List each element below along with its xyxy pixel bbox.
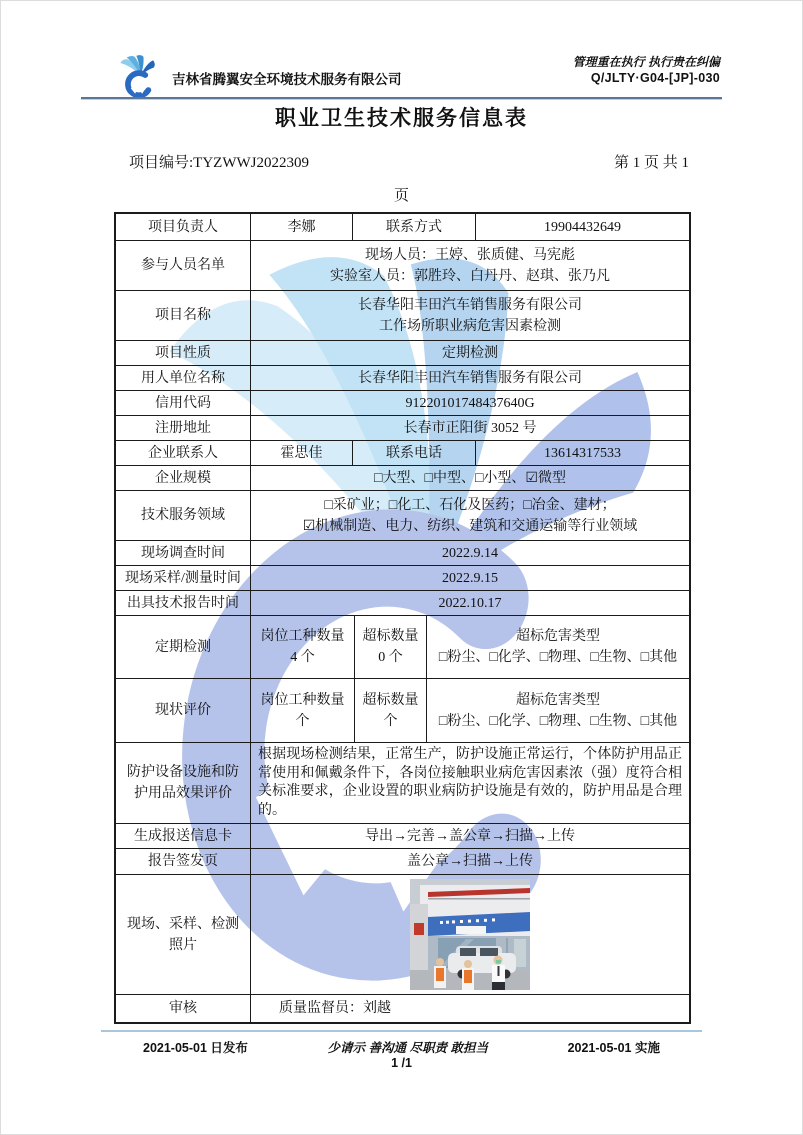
survey-date-value: 2022.9.14 — [442, 545, 498, 561]
document-code: Q/JLTY·G04-[JP]-030 — [590, 71, 720, 85]
protection-evaluation-text: 根据现场检测结果，正常生产，防护设施正常运行，个体防护用品正常使用和佩戴条件下，各岗位接触职业病危害因素浓（强）度符合相关标准要求，企业设置的职业病防护设施是有效的，防护用品是合理的。 — [258, 747, 682, 818]
lab-staff: 实验室人员：郭胜玲、白丹丹、赵琪、张乃凡 — [330, 268, 610, 284]
row-service-field — [116, 491, 689, 541]
page-title: 职业卫生技术服务信息表 — [275, 107, 528, 130]
row-project-type — [116, 341, 689, 366]
company-scale-options: □大型、□中型、□小型、☑微型 — [374, 470, 566, 486]
header-divider — [81, 97, 722, 99]
row-label: 信用代码 — [116, 391, 251, 415]
phone-value: 13614317533 — [544, 445, 621, 461]
row-label: 企业联系人 — [116, 441, 251, 465]
row-label: 现场调查时间 — [116, 541, 251, 565]
hazard-title: 超标危害类型 — [516, 692, 600, 708]
report-date-value: 2022.10.17 — [438, 595, 502, 611]
audit-value: 质量监督员：刘越 — [279, 1001, 391, 1016]
row-project-name — [116, 291, 689, 341]
row-credit-code — [116, 391, 689, 416]
post-count-label: 岗位工种数量 — [260, 692, 345, 708]
row-label: 用人单位名称 — [116, 366, 251, 390]
project-name-value — [251, 291, 689, 340]
row-sampling-date — [116, 566, 689, 591]
hazard-options: □粉尘、□化学、□物理、□生物、□其他 — [438, 650, 678, 665]
post-count-value: 个 — [295, 713, 310, 729]
exceed-count — [355, 616, 427, 678]
company-contact-name: 霍思佳 — [251, 441, 353, 465]
footer-slogan: 少请示 善沟通 尽职责 敢担当 — [327, 1041, 488, 1055]
credit-code-value: 91220101748437640G — [405, 395, 535, 411]
row-label: 防护设备设施和防护用品效果评价 — [116, 743, 251, 823]
page-number: 1 /1 — [391, 1056, 412, 1070]
row-label: 定期检测 — [116, 616, 251, 678]
post-count-value: 4 个 — [290, 650, 315, 665]
row-company-scale — [116, 466, 689, 491]
exceed-count-value: 个 — [383, 713, 398, 729]
address-value: 长春市正阳街 3052 号 — [403, 420, 537, 436]
project-number: 项目编号:TYZWWJ2022309 — [129, 155, 309, 171]
row-label: 现场采样/测量时间 — [116, 566, 251, 590]
row-report-date — [116, 591, 689, 616]
row-project-leader — [116, 214, 689, 241]
service-field-line1: □采矿业；□化工、石化及医药；□冶金、建材； — [324, 497, 616, 513]
page-footer — [143, 1038, 660, 1056]
page-info: 第 1 页 共 1 — [613, 155, 689, 171]
contact-label: 联系方式 — [353, 214, 476, 240]
sampling-date-value: 2022.9.15 — [442, 570, 498, 586]
employer-value: 长春华阳丰田汽车销售服务有限公司 — [358, 370, 582, 386]
row-participants — [116, 241, 689, 291]
dealership-site-photo — [410, 879, 530, 990]
row-audit — [116, 995, 689, 1022]
row-label: 生成报送信息卡 — [116, 824, 251, 848]
participants-value — [251, 241, 689, 290]
row-label: 项目负责人 — [116, 214, 251, 240]
row-label: 企业规模 — [116, 466, 251, 490]
row-site-photos — [116, 875, 689, 995]
company-logo-icon — [113, 55, 165, 101]
row-status-evaluation — [116, 679, 689, 743]
meta-row — [129, 151, 689, 172]
site-staff: 现场人员：王婷、张质健、马宪彪 — [365, 247, 575, 263]
row-label: 报告签发页 — [116, 849, 251, 874]
row-label: 参与人员名单 — [116, 241, 251, 290]
row-survey-date — [116, 541, 689, 566]
project-name-line2: 工作场所职业病危害因素检测 — [379, 318, 561, 334]
leader-name: 李娜 — [251, 214, 353, 240]
row-label: 审核 — [116, 995, 251, 1022]
exceed-count-label: 超标数量 — [362, 692, 419, 708]
row-employer — [116, 366, 689, 391]
phone-label: 联系电话 — [353, 441, 476, 465]
row-address — [116, 416, 689, 441]
post-count — [251, 616, 355, 678]
info-card-steps: 导出→完善→盖公章→扫描→上传 — [365, 828, 575, 844]
row-info-card — [116, 824, 689, 849]
hazard-types — [427, 616, 689, 678]
page-info-continued: 页 — [393, 188, 409, 204]
exceed-count — [355, 679, 427, 742]
row-company-contact — [116, 441, 689, 466]
service-field-line2: ☑机械制造、电力、纺织、建筑和交通运输等行业领域 — [302, 518, 638, 534]
hazard-title: 超标危害类型 — [516, 629, 600, 644]
row-periodic-detection — [116, 616, 689, 679]
row-label: 项目性质 — [116, 341, 251, 365]
hazard-types — [427, 679, 689, 742]
company-name: 吉林省腾翼安全环境技术服务有限公司 — [172, 72, 402, 87]
project-name-line1: 长春华阳丰田汽车销售服务有限公司 — [358, 297, 582, 313]
header-slogan: 管理重在执行 执行贵在纠偏 — [572, 55, 720, 69]
row-label: 现场、采样、检测照片 — [116, 875, 251, 994]
contact-value: 19904432649 — [544, 219, 621, 235]
exceed-count-value: 0 个 — [378, 650, 403, 665]
row-label: 现状评价 — [116, 679, 251, 742]
release-date: 2021-05-01 日发布 — [143, 1041, 248, 1055]
row-label: 项目名称 — [116, 291, 251, 340]
row-protection-evaluation — [116, 743, 689, 824]
footer-divider — [101, 1030, 702, 1032]
row-label: 注册地址 — [116, 416, 251, 440]
exceed-count-label: 超标数量 — [362, 629, 419, 644]
post-count-label: 岗位工种数量 — [260, 629, 345, 644]
photo-cell — [251, 875, 689, 994]
info-table — [114, 212, 691, 1024]
report-signing-steps: 盖公章→扫描→上传 — [407, 854, 533, 869]
row-label: 技术服务领域 — [116, 491, 251, 540]
implement-date: 2021-05-01 实施 — [567, 1041, 660, 1055]
row-label: 出具技术报告时间 — [116, 591, 251, 615]
project-type-value: 定期检测 — [442, 345, 498, 361]
service-field-options — [251, 491, 689, 540]
row-report-signing — [116, 849, 689, 875]
hazard-options: □粉尘、□化学、□物理、□生物、□其他 — [438, 713, 678, 729]
post-count — [251, 679, 355, 742]
